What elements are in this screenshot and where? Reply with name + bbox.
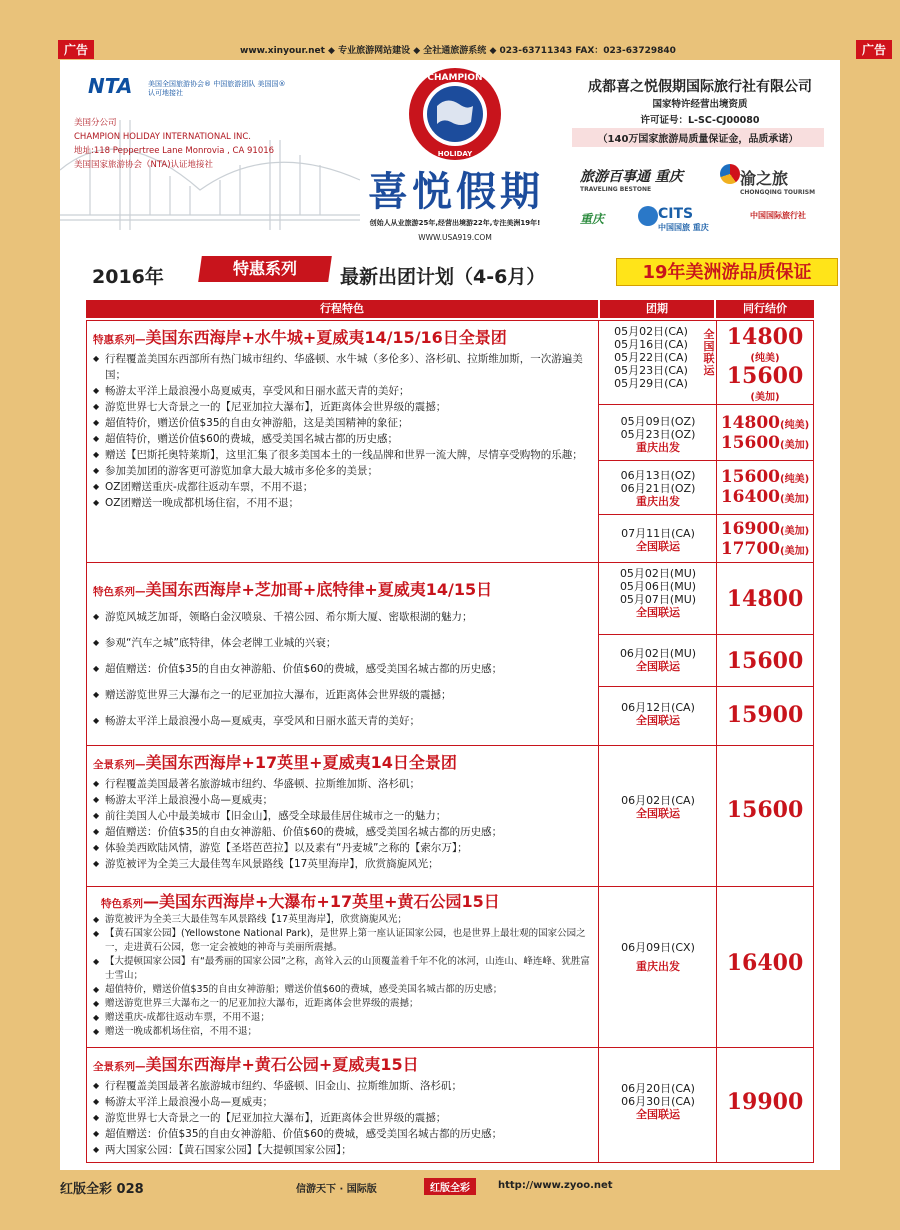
price-value: 16400	[726, 950, 804, 976]
date-line: 05月22日(CA)	[614, 351, 688, 364]
price-note: (纯美)	[750, 353, 780, 364]
series-prefix: 特色系列	[101, 898, 143, 910]
tour-features	[87, 746, 599, 886]
quality-guarantee: （140万国家旅游局质量保证金，品质承诺）	[572, 128, 824, 147]
price-cell	[717, 517, 813, 561]
price-value: 15600	[726, 797, 804, 823]
brand-url: WWW.USA919.COM	[418, 233, 492, 242]
list-item: ◆ 参加美加团的游客更可游览加拿大最大城市多伦多的美景；	[93, 463, 592, 479]
list-item: ◆ 赠送游览世界三大瀑布之一的尼亚加拉大瀑布，近距离体会世界级的震撼；	[93, 997, 592, 1011]
series-badge-label: 特惠系列	[232, 259, 297, 278]
date-line: 06月02日(MU)	[619, 647, 697, 660]
price-value: 17700	[720, 539, 780, 559]
partner-yuzhilv-name: 渝之旅	[740, 169, 789, 188]
tour-dates	[599, 887, 717, 1047]
partner-bestone-name: 旅游百事通	[580, 169, 650, 185]
list-item: ◆ 超值赠送：价值$35的自由女神游船、价值$60的费城，感受美国名城古都的历史感；	[93, 656, 592, 682]
departure-note: 全国联运	[636, 714, 680, 727]
partner-cyts-city: 重庆	[580, 212, 605, 226]
footer-badge: 红版全彩	[424, 1178, 476, 1195]
footer-brand: 信游天下 · 国际版	[296, 1184, 377, 1195]
series-prefix: 全景系列—	[93, 1061, 146, 1073]
list-item: ◆ 畅游太平洋上最浪漫小岛—夏威夷；	[93, 792, 592, 808]
price-cell	[717, 689, 813, 745]
top-contact-line: www.xinyour.net ◆ 专业旅游网站建设 ◆ 全社通旅游系统 ◆ 023-63711343 FAX：023-63729840	[240, 46, 676, 56]
date-row	[599, 1082, 717, 1128]
tour-prices	[717, 563, 813, 745]
departure-note-vertical: 全国联运	[703, 328, 715, 377]
date-line: 05月16日(CA)	[614, 338, 688, 351]
price-note: (纯美)	[780, 474, 810, 485]
partner-yuzhilv-sub: CHONGQING TOURISM	[740, 189, 816, 196]
list-item: ◆ 游览风城芝加哥，领略白金汉喷泉、千禧公园、希尔斯大厦、密歇根湖的魅力；	[93, 604, 592, 630]
partner-logo-cits	[658, 206, 709, 233]
departure-note: 全国联运	[636, 807, 680, 820]
date-row	[599, 941, 717, 981]
date-line: 06月09日(CX)	[621, 941, 695, 954]
column-header-price: 同行结价	[716, 300, 814, 318]
date-line: 06月13日(OZ)	[620, 469, 696, 482]
tour-name: 美国东西海岸+黄石公园+夏威夷15日	[145, 1055, 419, 1074]
list-item: ◆ 畅游太平洋上最浪漫小岛—夏威夷；	[93, 1094, 592, 1110]
price-note: (美加)	[750, 392, 780, 403]
price-cell	[717, 407, 813, 461]
price-note: (美加)	[780, 546, 810, 557]
price-value: 15900	[726, 702, 804, 728]
list-item: ◆ 游览被评为全美三大最佳驾车风景路线【17英里海岸】，欣赏旖旎风光；	[93, 913, 592, 927]
license-number: 许可证号：L-SC-CJ00080	[640, 115, 760, 126]
price-value: 15600	[726, 648, 804, 674]
tour-section-5	[86, 1047, 814, 1163]
tour-dates	[599, 563, 717, 745]
price-cell	[717, 565, 813, 635]
price-note: (美加)	[780, 526, 810, 537]
date-row	[599, 407, 717, 461]
date-row	[599, 565, 717, 635]
list-item: ◆ 游览世界七大奇景之一的【尼亚加拉大瀑布】，近距离体会世界级的震撼；	[93, 399, 592, 415]
title-row	[60, 256, 840, 292]
list-item: ◆ OZ团赠送重庆-成都往返动车票，不用不退；	[93, 479, 592, 495]
price-value: 14800	[726, 586, 804, 612]
list-item: ◆ 游览被评为全美三大最佳驾车风景路线【17英里海岸】，欣赏旖旎风光；	[93, 856, 592, 872]
champion-emblem-icon	[407, 66, 503, 162]
list-item: ◆ 体验美西欧陆风情，游览【圣塔芭芭拉】以及素有“丹麦城”之称的【索尔万】；	[93, 840, 592, 856]
date-row	[599, 463, 717, 515]
tour-prices	[717, 887, 813, 1047]
date-line: 05月09日(OZ)	[620, 415, 696, 428]
date-line: 05月02日(CA)	[614, 325, 688, 338]
list-item: ◆ 超值赠送：价值$35的自由女神游船、价值$60的费城，感受美国名城古都的历史感；	[93, 1126, 592, 1142]
tour-title	[93, 577, 592, 600]
date-line: 06月20日(CA)	[621, 1082, 695, 1095]
list-item: ◆ 游览世界七大奇景之一的【尼亚加拉大瀑布】，近距离体会世界级的震撼；	[93, 1110, 592, 1126]
ad-tag-right: 广告	[856, 40, 892, 59]
list-item: ◆ 赠送游览世界三大瀑布之一的尼亚加拉大瀑布，近距离体会世界级的震撼；	[93, 682, 592, 708]
tour-prices	[717, 746, 813, 886]
price-value: 15600	[720, 467, 780, 487]
emblem-bottom-text: HOLIDAY	[437, 150, 473, 158]
tour-section-3	[86, 745, 814, 887]
tour-title	[93, 325, 592, 348]
emblem-top-text: CHAMPION	[427, 73, 483, 83]
price-value: 16400	[720, 487, 780, 507]
price-value: 16900	[720, 519, 780, 539]
tour-features	[87, 563, 599, 745]
list-item: ◆ 【黄石国家公园】(Yellowstone National Park)，是世界上第一座认证国家公园，也是世界上最壮观的国家公园之一，走进黄石公园，您一定会被她的神奇与美丽所震撼。	[93, 927, 592, 955]
list-item: ◆ 行程覆盖美国最著名旅游城市纽约、华盛顿、旧金山、拉斯维加斯、洛杉矶；	[93, 1078, 592, 1094]
partner-logo-cits-intl: 中国国际旅行社	[750, 211, 806, 220]
title-year: 2016年	[92, 266, 164, 288]
partner-cits-name: CITS	[658, 206, 694, 222]
price-note: (纯美)	[780, 420, 810, 431]
tour-section-2	[86, 562, 814, 746]
branch-line-4: 美国国家旅游协会（NTA)认证地接社	[74, 160, 214, 170]
footer-url[interactable]: http://www.zyoo.net	[498, 1180, 613, 1191]
partner-logo-cyts	[580, 210, 604, 227]
date-line: 05月06日(MU)	[619, 580, 697, 593]
nta-subtitle: 美国全国旅游协会® 中国旅游团队 美国国® 认可地接社	[148, 80, 286, 97]
cits-globe-icon	[638, 206, 658, 226]
price-value: 14800	[720, 413, 780, 433]
date-line: 05月23日(OZ)	[620, 428, 696, 441]
tour-dates	[599, 746, 717, 886]
tour-dates	[599, 1048, 717, 1162]
price-cell	[717, 798, 813, 828]
tour-name: 美国东西海岸+17英里+夏威夷14日全景团	[145, 753, 457, 772]
date-line: 06月02日(CA)	[621, 794, 695, 807]
list-item: ◆ 前往美国人心中最美城市【旧金山】，感受全球最佳居住城市之一的魅力；	[93, 808, 592, 824]
series-prefix: 全景系列—	[93, 759, 146, 771]
list-item: ◆ 赠送【巴斯托奥特莱斯】，这里汇集了很多美国本土的一线品牌和世界一流大牌，尽情享受购物的乐趣；	[93, 447, 592, 463]
list-item: ◆ 超值赠送：价值$35的自由女神游船、价值$60的费城，感受美国名城古都的历史感；	[93, 824, 592, 840]
tour-features	[87, 321, 599, 562]
branch-line-2: CHAMPION HOLIDAY INTERNATIONAL INC.	[74, 132, 251, 142]
page-title: 最新出团计划（4-6月）	[340, 266, 546, 288]
column-header-dates: 团期	[600, 300, 714, 318]
footer	[0, 1170, 900, 1230]
list-item: ◆ 超值特价，赠送价值$60的费城，感受美国名城古都的历史感；	[93, 431, 592, 447]
us-branch-info	[74, 116, 274, 172]
departure-note: 重庆出发	[636, 441, 680, 454]
ad-page	[60, 60, 840, 1170]
date-line: 05月02日(MU)	[619, 567, 697, 580]
date-line: 05月29日(CA)	[614, 377, 688, 390]
tour-name: 美国东西海岸+水牛城+夏威夷14/15/16日全景团	[145, 328, 507, 347]
partner-cits-city: 重庆	[692, 223, 709, 232]
date-row	[599, 794, 717, 834]
partner-cits-sub: 中国国旅	[658, 223, 690, 232]
tour-title	[93, 750, 592, 773]
brand-tagline: 创始人从业旅游25年,经营出境游22年,专注美洲19年!	[369, 219, 541, 227]
list-item: ◆ 【大提顿国家公园】有“最秀丽的国家公园”之称，高耸入云的山顶覆盖着千年不化的冰河，山连山、峰连峰、犹胜富士雪山；	[93, 955, 592, 983]
price-value: 19900	[726, 1089, 804, 1115]
list-item: ◆ 超值特价，赠送价值$35的自由女神游船；赠送价值$60的费城，感受美国名城古都的历史感；	[93, 983, 592, 997]
tour-title	[93, 889, 592, 912]
list-item: ◆ 两大国家公园：【黄石国家公园】【大提顿国家公园】；	[93, 1142, 592, 1158]
price-cell	[717, 951, 813, 981]
date-row	[599, 517, 717, 561]
tour-section-1	[86, 320, 814, 563]
price-cell	[717, 637, 813, 687]
chongqing-tourism-icon	[720, 164, 740, 184]
date-row	[599, 325, 717, 405]
departure-note: 重庆出发	[636, 495, 680, 508]
partner-bestone-city: 重庆	[654, 169, 683, 185]
list-item: ◆ 赠送一晚成都机场住宿，不用不退；	[93, 1025, 592, 1039]
partner-logo-yuzhilv	[740, 166, 815, 196]
list-item: ◆ 畅游太平洋上最浪漫小岛夏威夷，享受风和日丽水蓝天青的美好；	[93, 383, 592, 399]
price-value: 15600	[726, 363, 804, 389]
date-line: 07月11日(CA)	[621, 527, 695, 540]
tour-features	[87, 1048, 599, 1162]
price-cell	[717, 463, 813, 515]
branch-line-3: 地址:118 Peppertree Lane Monrovia , CA 91016	[74, 146, 275, 156]
list-item: ◆ 行程覆盖美国最著名旅游城市纽约、华盛顿、拉斯维加斯、洛杉矶；	[93, 776, 592, 792]
tour-section-4	[86, 886, 814, 1048]
price-note: (美加)	[780, 440, 810, 451]
series-prefix: 特色系列—	[93, 586, 146, 598]
price-cell	[717, 1090, 813, 1120]
nta-logo: NTA	[88, 74, 133, 98]
partner-logo-bestone	[580, 166, 683, 193]
date-row	[599, 689, 717, 745]
partner-bestone-sub: TRAVELING BESTONE	[580, 186, 652, 193]
departure-note: 全国联运	[636, 540, 680, 553]
list-item: ◆ OZ团赠送一晚成都机场住宿，不用不退；	[93, 495, 592, 511]
price-value: 14800	[726, 324, 804, 350]
departure-note: 全国联运	[636, 660, 680, 673]
tour-prices	[717, 321, 813, 562]
header	[60, 60, 840, 248]
series-prefix: 特惠系列—	[93, 334, 146, 346]
price-value: 15600	[720, 433, 780, 453]
date-line: 06月12日(CA)	[621, 701, 695, 714]
tour-title	[93, 1052, 592, 1075]
date-line: 05月23日(CA)	[614, 364, 688, 377]
partner-logos	[570, 160, 835, 240]
departure-note: 全国联运	[636, 1108, 680, 1121]
branch-line-1: 美国分公司	[74, 118, 117, 128]
tour-prices	[717, 1048, 813, 1162]
list-item: ◆ 参观“汽车之城”底特律，体会老牌工业城的兴衰；	[93, 630, 592, 656]
list-item: ◆ 行程覆盖美国东西部所有热门城市纽约、华盛顿、水牛城（多伦多）、洛杉矶、拉斯维加斯，一次游遍美国；	[93, 351, 592, 383]
date-line: 06月21日(OZ)	[620, 482, 696, 495]
brand-name: 喜悦假期	[368, 168, 544, 215]
date-row	[599, 637, 717, 687]
company-name: 成都喜之悦假期国际旅行社有限公司	[588, 79, 812, 95]
departure-note: 全国联运	[636, 606, 680, 619]
company-qualification: 国家特许经营出境资质	[652, 99, 748, 110]
list-item: ◆ 超值特价，赠送价值$35的自由女神游船，这是美国精神的象征；	[93, 415, 592, 431]
tour-dates	[599, 321, 717, 562]
quality-highlight: 19年美洲游品质保证	[616, 258, 838, 286]
series-badge	[198, 256, 332, 282]
tour-name: —美国东西海岸+大瀑布+17英里+黄石公园15日	[143, 892, 500, 911]
date-line: 05月07日(MU)	[619, 593, 697, 606]
column-header-features: 行程特色	[86, 300, 598, 318]
list-item: ◆ 畅游太平洋上最浪漫小岛—夏威夷，享受风和日丽水蓝天青的美好；	[93, 708, 592, 734]
footer-page-label: 红版全彩 028	[60, 1182, 144, 1197]
departure-note: 重庆出发	[636, 960, 680, 973]
top-ad-bar	[0, 0, 900, 56]
tour-features	[87, 887, 599, 1047]
tour-name: 美国东西海岸+芝加哥+底特律+夏威夷14/15日	[145, 580, 493, 599]
list-item: ◆ 赠送重庆-成都往返动车票，不用不退；	[93, 1011, 592, 1025]
price-cell	[717, 325, 813, 405]
ad-tag-left: 广告	[58, 40, 94, 59]
price-note: (美加)	[780, 494, 810, 505]
date-line: 06月30日(CA)	[621, 1095, 695, 1108]
